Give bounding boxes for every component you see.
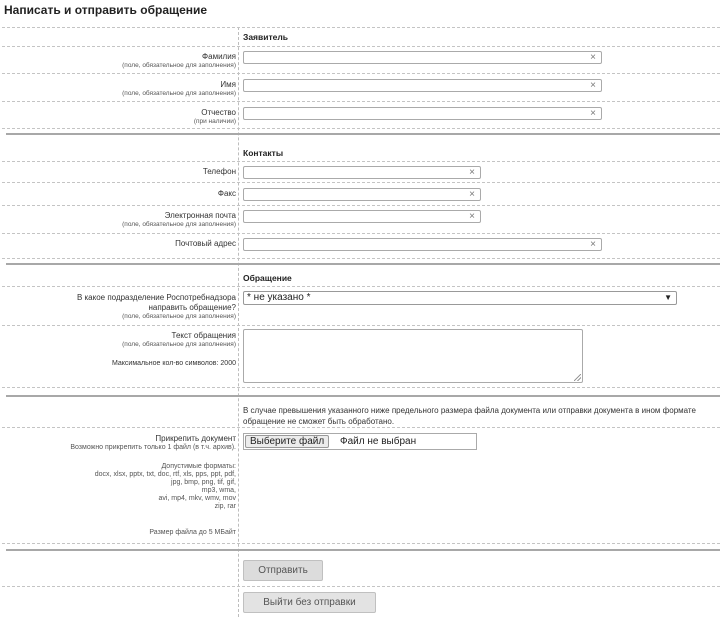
patronymic-field[interactable] (243, 107, 602, 120)
allowed-formats: Допустимые форматы: docx, xlsx, pptx, txt, doc, rtf, xls, pps, ppt, pdf, jpg, bmp, png, tif, gif, mp3, wma, avi, mp4, mkv, wmv, mov zip, rar (94, 463, 236, 510)
fax-label: Факс (217, 189, 236, 198)
section-separator (6, 395, 720, 397)
row-divider (2, 286, 720, 287)
appeal-text-label: Текст обращения (поле, обязательное для заполнения) (122, 331, 236, 348)
section-separator (6, 263, 720, 265)
postal-label: Почтовый адрес (175, 239, 236, 248)
exit-without-sending-button[interactable]: Выйти без отправки (243, 592, 376, 613)
resize-grip-icon[interactable] (574, 374, 581, 381)
patronymic-label: Отчество (при наличии) (193, 108, 236, 125)
submit-button[interactable]: Отправить (243, 560, 323, 581)
attachment-label: Прикрепить документ Возможно прикрепить только 1 файл (в т.ч. архив). (70, 434, 236, 451)
fax-field[interactable] (243, 188, 481, 201)
department-select[interactable] (243, 291, 677, 305)
surname-label: Фамилия (поле, обязательное для заполнения) (122, 52, 236, 69)
department-selected-value: * не указано * (247, 292, 311, 303)
file-input[interactable] (243, 433, 477, 450)
row-divider (2, 258, 720, 259)
email-field[interactable] (243, 210, 481, 223)
row-divider (2, 325, 720, 326)
appeal-form (2, 27, 720, 617)
row-divider (2, 161, 720, 162)
row-divider (2, 586, 720, 587)
clear-icon[interactable]: × (590, 52, 596, 63)
section-separator (6, 549, 720, 551)
section-appeal: Обращение (243, 273, 292, 283)
postal-field[interactable] (243, 238, 602, 251)
row-divider (2, 387, 720, 388)
clear-icon[interactable]: × (590, 108, 596, 119)
attachment-warning: В случае превышения указанного ниже предельного размера файла документа или отправки документа в ином формате обращение не сможет быть обработано. (243, 406, 696, 426)
row-divider (2, 46, 720, 47)
column-divider (238, 27, 239, 617)
department-label: В какое подразделение Роспотребнадзора направить обращение? (поле, обязательное для заполнения) (76, 293, 236, 320)
chevron-down-icon[interactable]: ▼ (664, 293, 672, 302)
phone-field[interactable] (243, 166, 481, 179)
choose-file-button[interactable]: Выберите файл (245, 435, 329, 448)
row-divider (2, 128, 720, 129)
section-applicant: Заявитель (243, 32, 288, 42)
appeal-text-field[interactable] (243, 329, 583, 383)
row-divider (2, 233, 720, 234)
row-divider (2, 73, 720, 74)
row-divider (2, 101, 720, 102)
clear-icon[interactable]: × (469, 211, 475, 222)
file-status: Файл не выбран (340, 436, 417, 447)
name-field[interactable] (243, 79, 602, 92)
row-divider (2, 543, 720, 544)
clear-icon[interactable]: × (590, 80, 596, 91)
row-divider (2, 27, 720, 28)
max-chars-note: Максимальное кол-во символов: 2000 (111, 360, 236, 367)
section-separator (6, 133, 720, 135)
phone-label: Телефон (202, 167, 236, 176)
max-file-size: Размер файла до 5 МБайт (149, 529, 236, 536)
row-divider (2, 205, 720, 206)
surname-field[interactable] (243, 51, 602, 64)
name-label: Имя (поле, обязательное для заполнения) (122, 80, 236, 97)
page-title: Написать и отправить обращение (4, 3, 208, 17)
section-contacts: Контакты (243, 148, 284, 158)
clear-icon[interactable]: × (469, 189, 475, 200)
row-divider (2, 182, 720, 183)
clear-icon[interactable]: × (469, 167, 475, 178)
row-divider (2, 427, 720, 428)
email-label: Электронная почта (поле, обязательное для заполнения) (122, 211, 236, 228)
clear-icon[interactable]: × (590, 239, 596, 250)
